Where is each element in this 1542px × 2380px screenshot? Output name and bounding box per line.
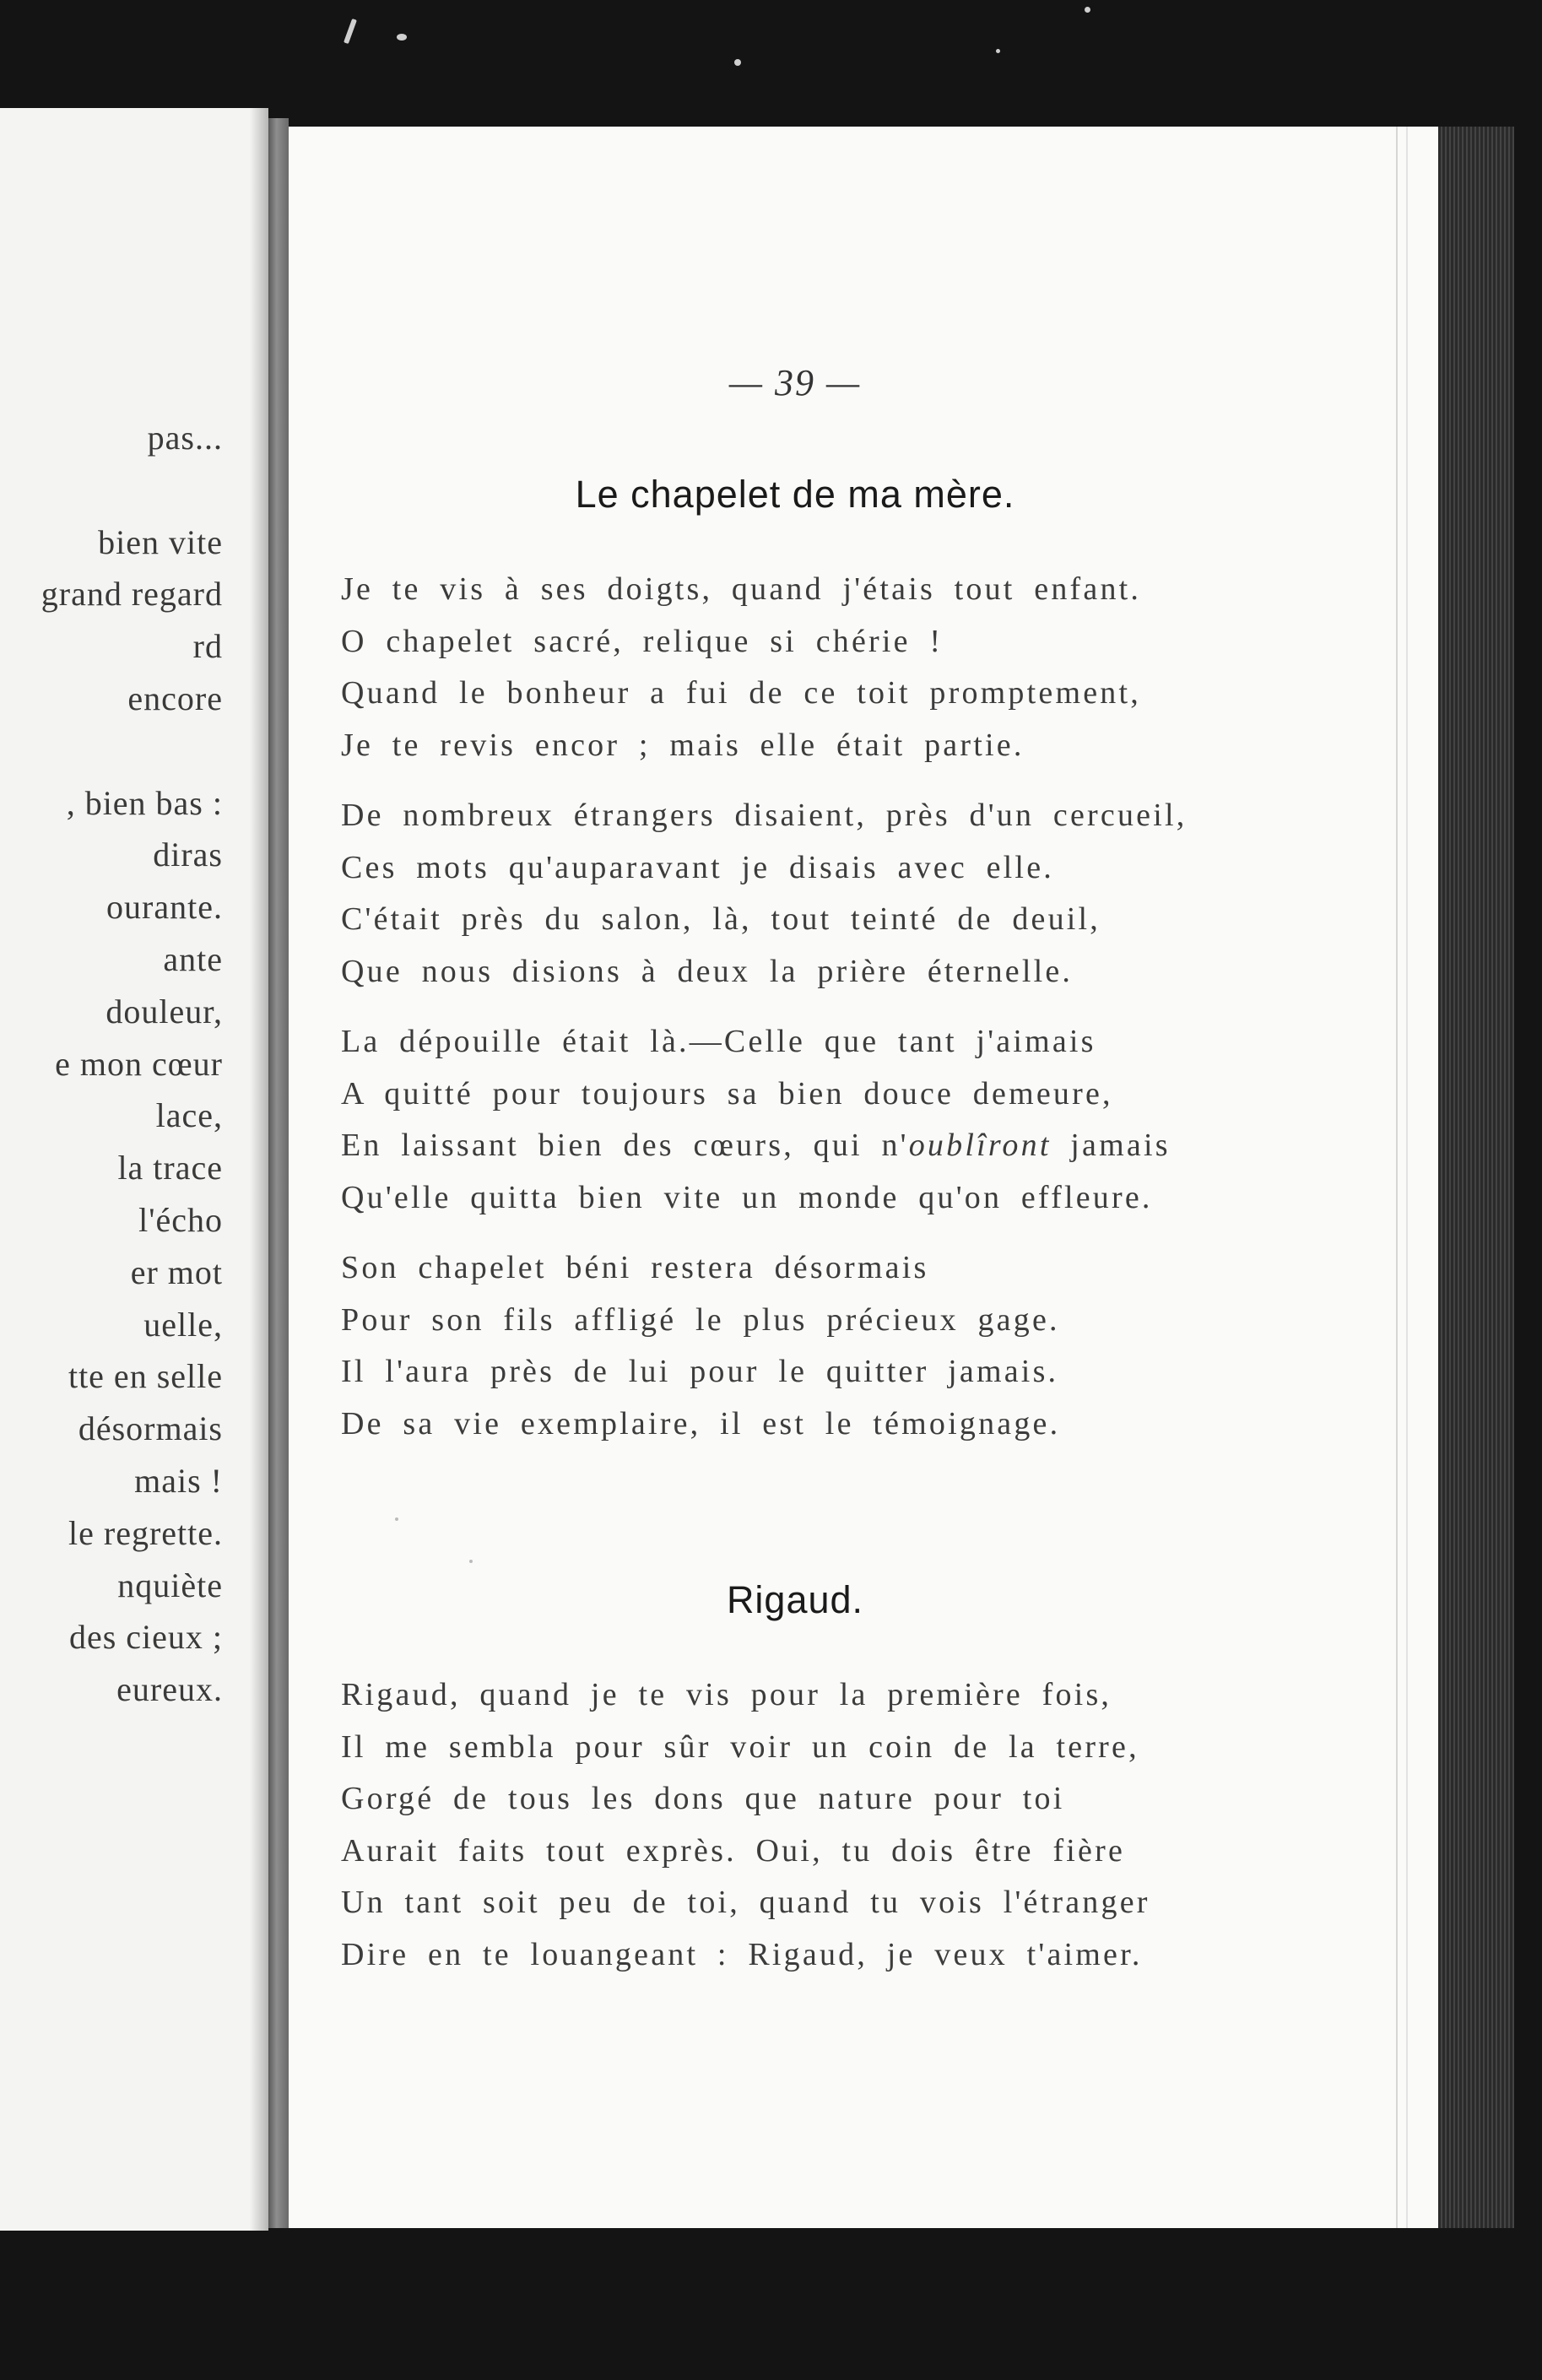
poem-verse: Je te revis encor ; mais elle était partie. [341, 727, 1025, 763]
poem-verse: Gorgé de tous les dons que nature pour toi [341, 1781, 1065, 1816]
poem-verse: Il l'aura près de lui pour le quitter jamais. [341, 1354, 1059, 1389]
previous-page-line [0, 725, 223, 777]
previous-page-line: pas... [147, 419, 223, 457]
scan-speck [996, 49, 1000, 53]
current-page [289, 127, 1438, 2228]
previous-page-line: ourante. [106, 888, 223, 927]
poem-verse: C'était près du salon, là, tout teinté de deuil, [341, 901, 1101, 937]
previous-page-line: le regrette. [68, 1513, 223, 1552]
poem-title: Le chapelet de ma mère. [575, 473, 1015, 516]
previous-page-line: , bien bas : [66, 783, 223, 822]
previous-page-line: mais ! [134, 1461, 223, 1500]
page-inner-edge [1396, 127, 1408, 2228]
poem-verse: Que nous disions à deux la prière éternelle. [341, 953, 1074, 989]
previous-page [0, 108, 268, 2231]
previous-page-line: désormais [78, 1409, 223, 1448]
poem-verse: Il me sembla pour sûr voir un coin de la terre, [341, 1728, 1139, 1765]
scan-speck [397, 34, 407, 41]
poem-stanza [341, 1016, 1320, 1224]
poem-verse: La dépouille était là.—Celle que tant j'aimais [341, 1024, 1096, 1059]
gutter-shadow [250, 108, 268, 2231]
previous-page-line: grand regard [41, 575, 223, 614]
poem-stanza [341, 1242, 1320, 1450]
previous-page-line: nquiète [117, 1566, 223, 1604]
scan-dot [469, 1560, 473, 1563]
poem-verse: Son chapelet béni restera désormais [341, 1250, 929, 1285]
scan-speck [344, 19, 357, 44]
previous-page-line: er mot [130, 1252, 223, 1291]
scan-dot [395, 1517, 398, 1521]
poem-verse: En laissant bien des cœurs, qui n'oublîront jamais [341, 1128, 1171, 1163]
poem-verse: Un tant soit peu de toi, quand tu vois l'étranger [341, 1885, 1150, 1920]
previous-page-line: l'écho [138, 1200, 223, 1239]
page-number: — 39 — [728, 362, 862, 403]
poem-verse: O chapelet sacré, relique si chérie ! [341, 623, 944, 659]
poem-verse: A quitté pour toujours sa bien douce demeure, [341, 1075, 1113, 1112]
previous-page-line: ante [163, 939, 223, 978]
poem-verse: Pour son fils affligé le plus précieux gage. [341, 1301, 1060, 1338]
poem-verse: Je te vis à ses doigts, quand j'étais tout enfant. [341, 571, 1142, 607]
poem-verse: Aurait faits tout exprès. Oui, tu dois être fière [341, 1832, 1126, 1869]
poem-stanza [341, 564, 1320, 771]
poem-verse: Qu'elle quitta bien vite un monde qu'on effleure. [341, 1179, 1153, 1215]
poem-verse: De sa vie exemplaire, il est le témoignage. [341, 1405, 1061, 1442]
poem-verse: De nombreux étrangers disaient, près d'un cercueil, [341, 798, 1188, 833]
poem-verse: Quand le bonheur a fui de ce toit promptement, [341, 675, 1141, 711]
poem-verse: Ces mots qu'auparavant je disais avec elle. [341, 849, 1054, 885]
previous-page-line: bien vite [98, 522, 223, 561]
previous-page-line: rd [192, 627, 223, 666]
italic-word: oublîront [908, 1128, 1052, 1163]
previous-page-line: e mon cœur [55, 1044, 223, 1083]
previous-page-line: la trace [117, 1149, 223, 1187]
poem-stanza [341, 1669, 1320, 1981]
scan-speck [734, 59, 741, 66]
poem-stanza [341, 790, 1320, 998]
previous-page-line: encore [127, 679, 223, 717]
previous-page-line: lace, [155, 1096, 223, 1135]
previous-page-line: douleur, [106, 992, 223, 1030]
previous-page-line: diras [153, 836, 223, 874]
book-binding [268, 118, 289, 2228]
scan-speck [1085, 7, 1090, 13]
previous-page-line: tte en selle [68, 1357, 223, 1396]
previous-page-line: eureux. [116, 1670, 223, 1709]
previous-page-line: des cieux ; [68, 1618, 223, 1657]
previous-page-line: uelle, [143, 1305, 223, 1344]
poem-verse: Dire en te louangeant : Rigaud, je veux t'aimer. [341, 1936, 1143, 1972]
previous-page-line [0, 464, 223, 517]
page-stack-edges [1438, 127, 1514, 2228]
previous-page-text [0, 412, 223, 1716]
poem-title: Rigaud. [726, 1578, 864, 1621]
poem-verse: Rigaud, quand je te vis pour la première fois, [341, 1677, 1112, 1712]
